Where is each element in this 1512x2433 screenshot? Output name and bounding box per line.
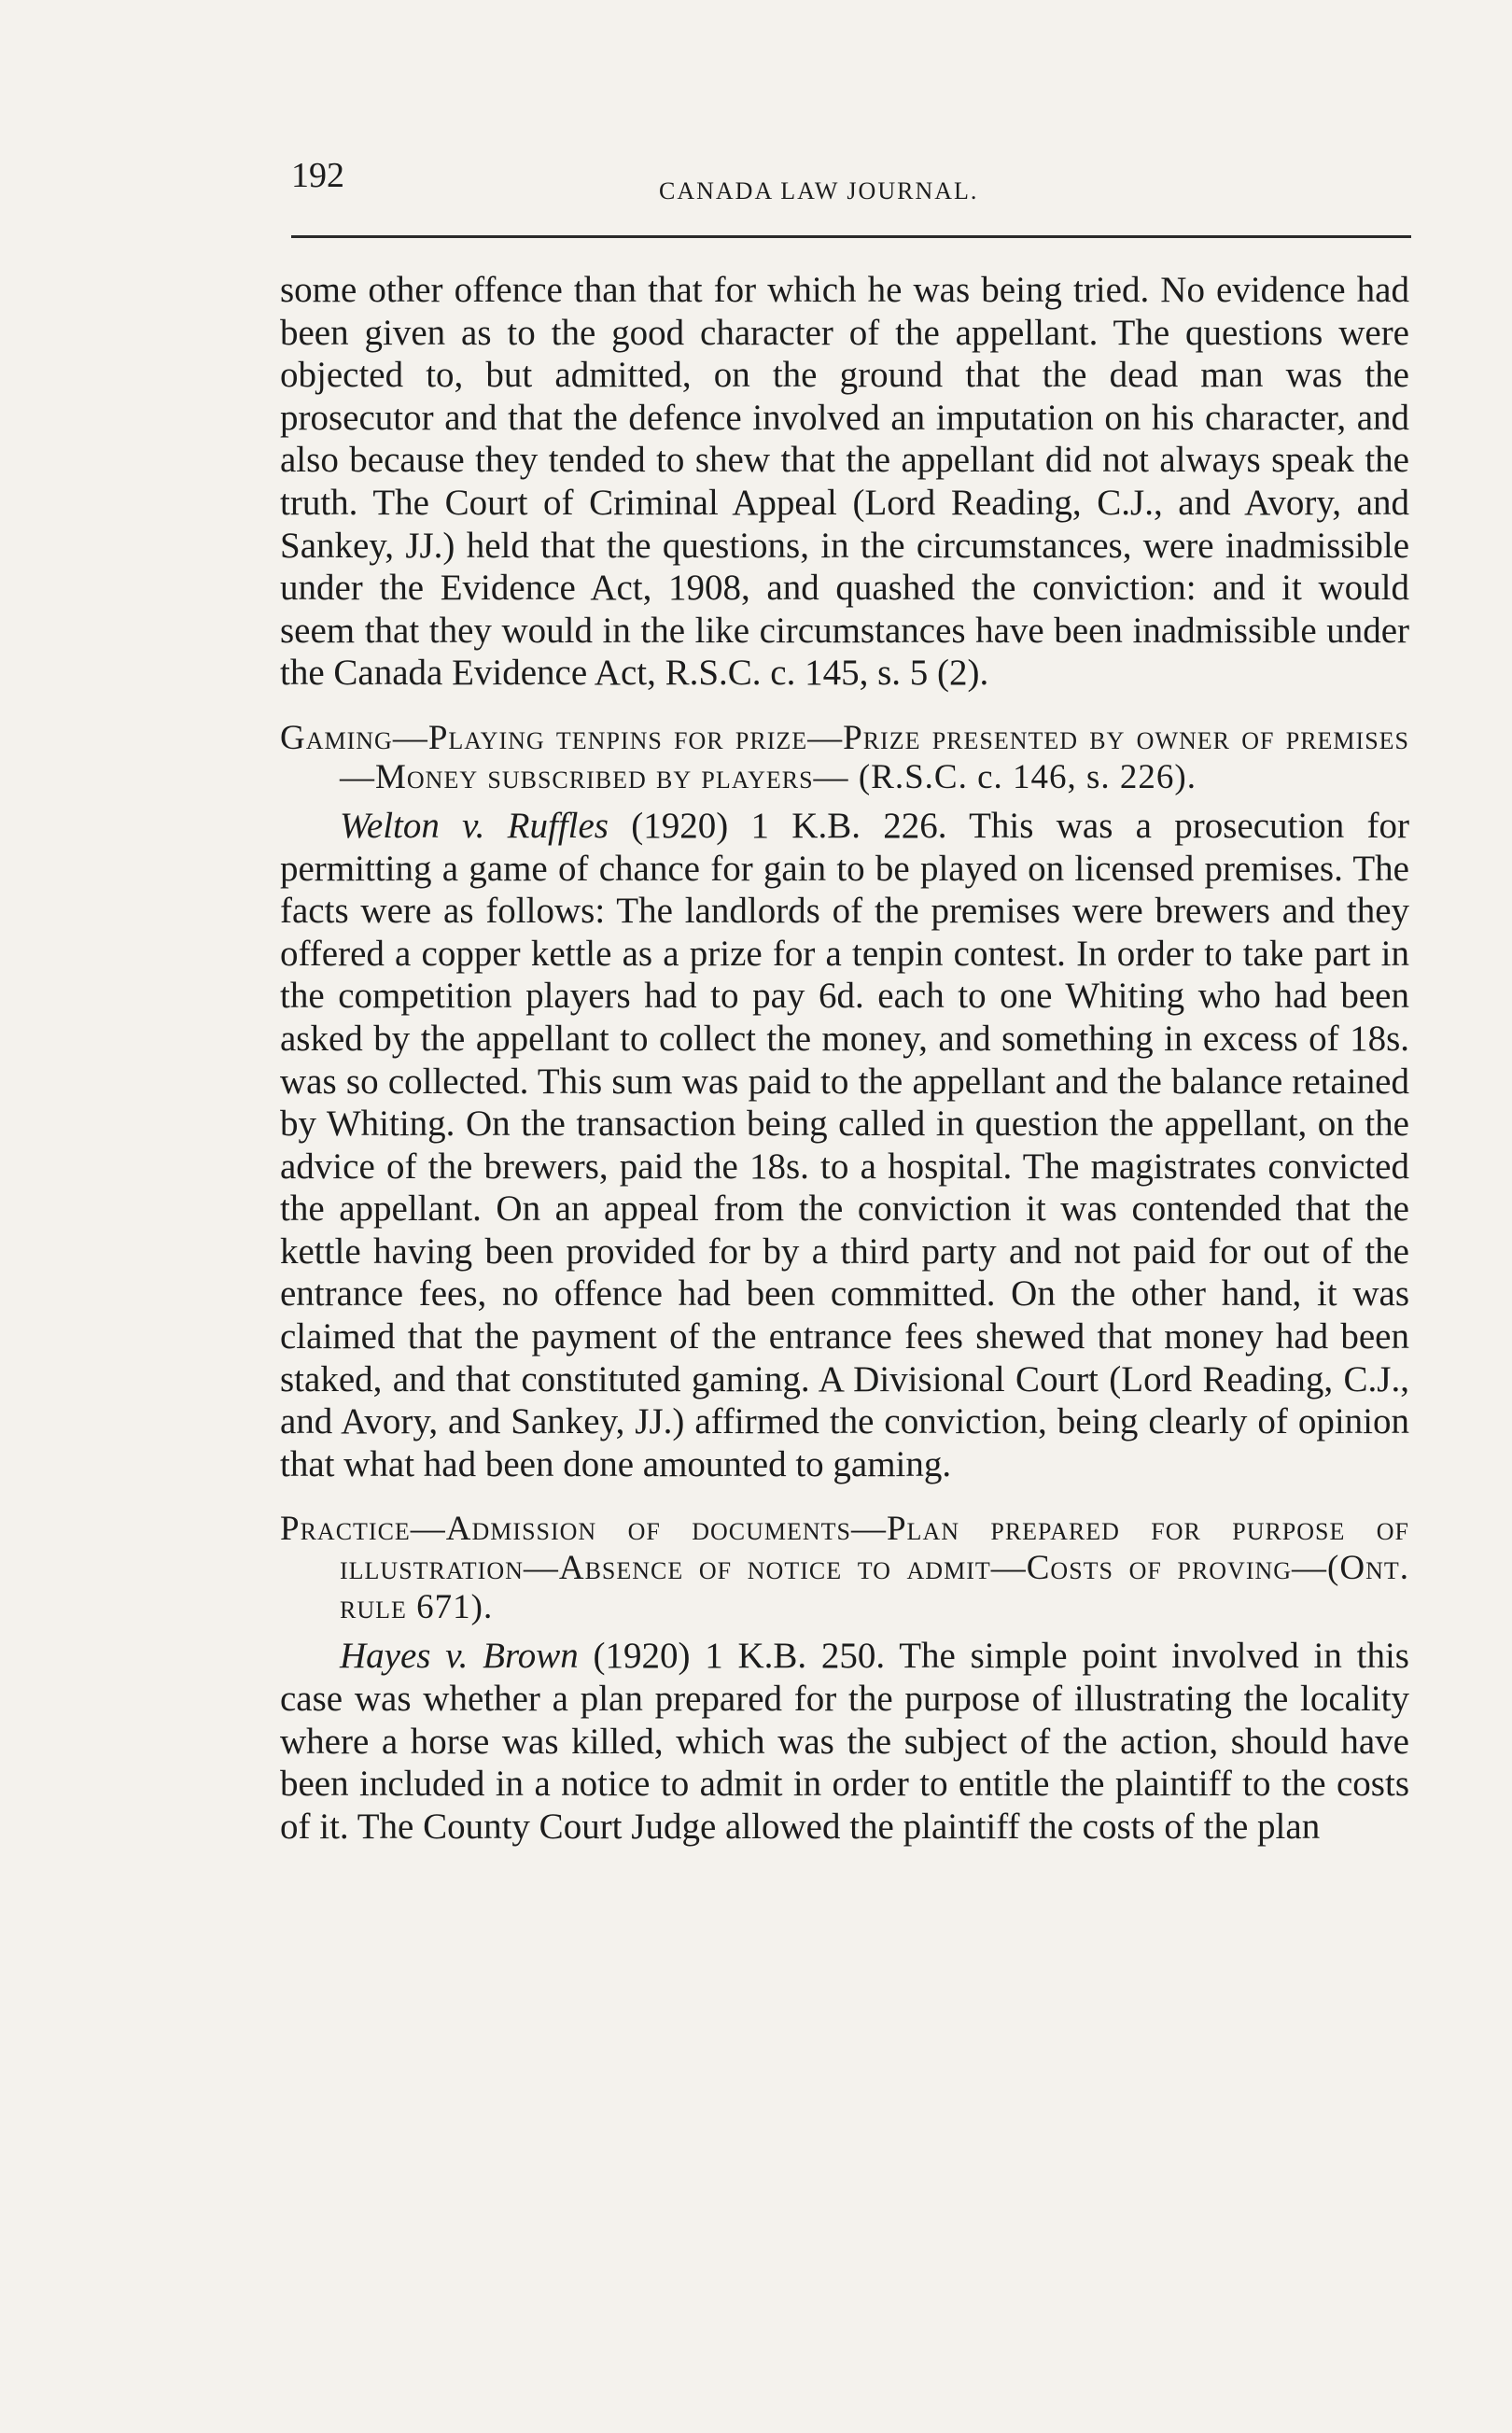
gaming-heading-ref: (R.S.C. c. 146, s. 226). xyxy=(858,757,1197,796)
paragraph-continuation: some other offence than that for which he was being tried. No evidence had been given as to the good character of the appellant. The questions were objected to, but admitted, on the ground that the dead man was the prosecutor and that the defence involved an imputation on his character, and also because they tended to shew that the appellant did not always speak the truth. The Court of Criminal Appeal (Lord Reading, C.J., and Avory, and Sankey, JJ.) held that the questions, in the circumstances, were inadmissible under the Evidence Act, 1908, and quashed the conviction: and it would seem that they would in the like circumstances have been inadmissible under the Canada Evidence Act, R.S.C. c. 145, s. 5 (2). xyxy=(280,270,1409,694)
practice-heading-text: Practice—Admission of documents—Plan prepared for purpose of illustration—Absence of notice to admit—Costs of proving—(Ont. rule 671). xyxy=(280,1510,1409,1627)
paragraph-practice xyxy=(280,1635,1409,1848)
case-name-hayes: Hayes v. Brown xyxy=(340,1636,579,1677)
page-header xyxy=(291,155,1411,215)
section-heading-gaming xyxy=(280,719,1409,797)
article-body xyxy=(280,269,1409,1848)
section-heading-practice xyxy=(280,1510,1409,1627)
gaming-body-text: (1920) 1 K.B. 226. This was a prosecution for permitting a game of chance for gain to be played on licensed premises. The facts were as follows: The landlords of the premises were brewers and they offered a copper kettle as a prize for a tenpin contest. In order to take part in the competition players had to pay 6d. each to one Whiting who had been asked by the appellant to collect the money, and something in excess of 18s. was so collected. This sum was paid to the appellant and the balance retained by Whiting. On the transaction being called in question the appellant, on the advice of the brewers, paid the 18s. to a hospital. The magistrates convicted the appellant. On an appeal from the conviction it was contended that the kettle having been provided for by a third party and not paid for out of the entrance fees, no offence had been committed. On the other hand, it was claimed that the payment of the entrance fees shewed that money had been staked, and that constituted gaming. A Divisional Court (Lord Reading, C.J., and Avory, and Sankey, JJ.) affirmed the conviction, being clearly of opinion that what had been done amounted to gaming. xyxy=(280,805,1409,1484)
gaming-heading-text: Gaming—Playing tenpins for prize—Prize presented by owner of premises—Money subscribed by players— xyxy=(280,718,1409,796)
page-number: 192 xyxy=(291,156,344,195)
header-rule xyxy=(291,235,1411,238)
paragraph-gaming xyxy=(280,805,1409,1486)
running-title: CANADA LAW JOURNAL. xyxy=(659,177,979,204)
case-name-welton: Welton v. Ruffles xyxy=(340,805,609,846)
practice-body-text: (1920) 1 K.B. 250. The simple point involved in this case was whether a plan prepared for the purpose of illustrating the locality where a horse was killed, which was the subject of the action, should have been included in a notice to admit in order to entitle the plaintiff to the costs of it. The County Court Judge allowed the plaintiff the costs of the plan xyxy=(280,1636,1409,1847)
